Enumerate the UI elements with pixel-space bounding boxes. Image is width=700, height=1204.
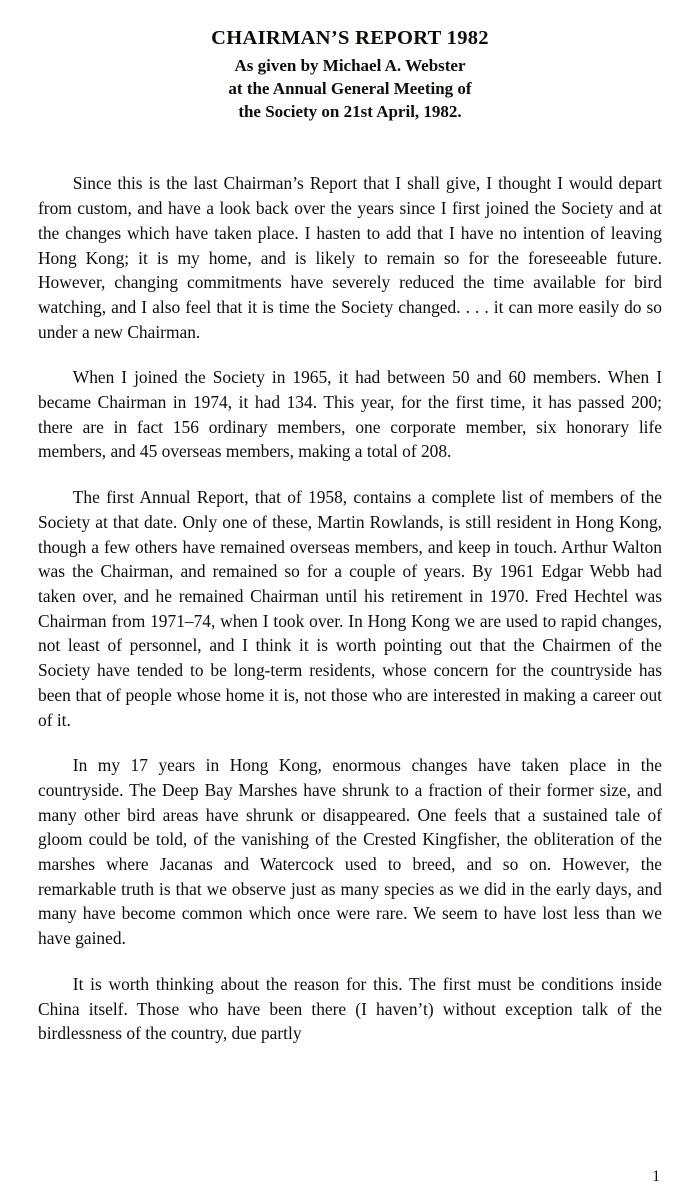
body-paragraph: When I joined the Society in 1965, it had between 50 and 60 members. When I became Chairman in 1974, it had 134. This year, for the first time, it has passed 200; there are in fact 156 ordinary members, one corporate member, six honorary life members, and 45 overseas members, making a total of 208. <box>38 367 662 462</box>
body-paragraph: In my 17 years in Hong Kong, enormous changes have taken place in the countryside. The Deep Bay Marshes have shrunk to a fraction of their former size, and many other bird areas have shrunk or disappeared. One feels that a sustained tale of gloom could be told, of the vanishing of the Crested Kingfisher, the obliteration of the marshes where Jacanas and Watercock used to breed, and so on. However, the remarkable truth is that we observe just as many species as we did in the early days, and many have become common which once were rare. We seem to have lost less than we have gained. <box>38 755 662 949</box>
title-subtitle-line-3: the Society on 21st April, 1982. <box>238 101 462 121</box>
page-title <box>38 26 662 123</box>
body-paragraph: It is worth thinking about the reason for this. The first must be conditions inside China itself. Those who have been there (I haven’t) without exception talk of the birdlessness of the country, due partly <box>38 973 662 1044</box>
title-subtitle-line-2: at the Annual General Meeting of <box>228 78 472 98</box>
title-main-line: CHAIRMAN’S REPORT 1982 <box>211 27 489 49</box>
body-paragraph: The first Annual Report, that of 1958, contains a complete list of members of the Society at that date. Only one of these, Martin Rowlands, is still resident in Hong Kong, though a few others have remained overseas members, and keep in touch. Arthur Walton was the Chairman, and remained so for a couple of years. By 1961 Edgar Webb had taken over, and he remained Chairman until his retirement in 1970. Fred Hechtel was Chairman from 1971–74, when I took over. In Hong Kong we are used to rapid changes, not least of personnel, and I think it is worth pointing out that the Chairmen of the Society have tended to be long-term residents, whose concern for the countryside has been that of people whose home it is, not those who are interested in making a career out of it. <box>38 487 662 730</box>
page-number: 1 <box>652 1168 660 1185</box>
title-subtitle-line-1: As given by Michael A. Webster <box>234 55 466 75</box>
body-paragraph: Since this is the last Chairman’s Report that I shall give, I thought I would depart from custom, and have a look back over the years since I first joined the Society and at the changes which have taken place. I hasten to add that I have no intention of leaving Hong Kong; it is my home, and is likely to remain so for the foreseeable future. However, changing commitments have severely reduced the time available for bird watching, and I also feel that it is time the Society changed. . . . it can more easily do so under a new Chairman. <box>38 173 662 342</box>
